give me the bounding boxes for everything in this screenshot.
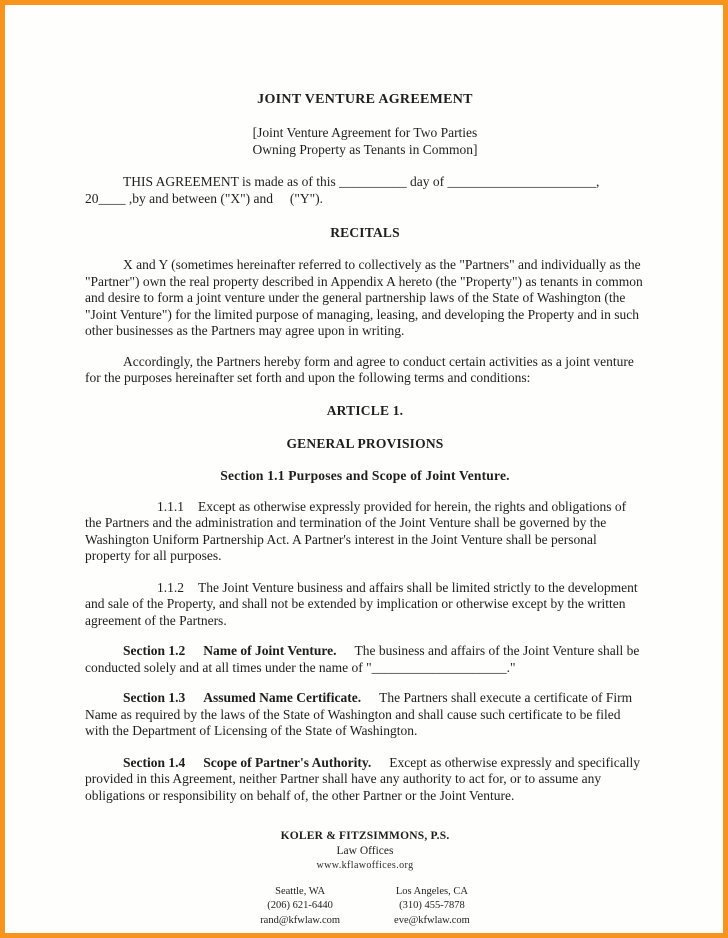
section-1-3-body: The Partners shall execute a certificate of Firm Name as required by the laws of the State of Washington and shall cause such certificate to be filed with the Department of Licensing of the State of Washington. bbox=[85, 690, 633, 738]
section-1-2-heading: Name of Joint Venture. bbox=[203, 643, 337, 658]
section-1-2-body: The business and affairs of the Joint Venture shall be conducted solely and at all times under the name of "____________________." bbox=[85, 643, 640, 675]
section-1-2-paragraph bbox=[85, 643, 645, 676]
office-los-angeles-city: Los Angeles, CA bbox=[395, 886, 468, 897]
office-seattle-phone: (206) 621-6440 bbox=[267, 900, 333, 912]
recitals-paragraph: X and Y (sometimes hereinafter referred to collectively as the "Partners" and individually as the "Partner") own the real property described in Appendix A hereto (the "Property") as tenants in common and desire to form a joint venture under the general partnership laws of the State of Washington (the "Joint Venture") for the limited purpose of managing, leasing, and developing the Property and in such other businesses as the Partners may agree upon in writing. bbox=[85, 257, 643, 338]
office-seattle bbox=[260, 885, 340, 928]
opening-paragraph bbox=[85, 174, 645, 207]
letterhead-footer bbox=[85, 829, 645, 928]
document-subtitle bbox=[85, 125, 645, 158]
office-contacts bbox=[85, 885, 645, 928]
clause-1-1-2 bbox=[85, 580, 645, 630]
firm-website: www.kflawoffices.org bbox=[316, 860, 414, 871]
section-1-4-heading: Scope of Partner's Authority. bbox=[203, 754, 372, 770]
opening-line-2: 20____ ,by and between ("X") and ("Y"). bbox=[85, 190, 323, 206]
firm-name: KOLER & FITZSIMMONS, P.S. bbox=[280, 830, 450, 842]
section-1-2-label: Section 1.2 bbox=[123, 643, 186, 658]
clause-1-1-2-number: 1.1.2 bbox=[157, 579, 184, 595]
section-1-1-heading: Section 1.1 Purposes and Scope of Joint Venture. bbox=[220, 467, 510, 483]
document-body bbox=[5, 5, 723, 928]
clause-1-1-1-number: 1.1.1 bbox=[157, 498, 184, 514]
section-1-3-paragraph bbox=[85, 690, 645, 740]
office-seattle-email: rand@kfwlaw.com bbox=[260, 914, 341, 926]
clause-1-1-1-text: Except as otherwise expressly provided for herein, the rights and obligations of the Partners and the administration and termination of the Joint Venture shall be governed by the Washington Uniform Partnership Act. A Partner's interest in the Joint Venture shall be personal property for all purposes. bbox=[85, 498, 627, 563]
office-los-angeles bbox=[394, 885, 470, 928]
subtitle-line-2: Owning Property as Tenants in Common] bbox=[252, 141, 478, 157]
subtitle-line-1: [Joint Venture Agreement for Two Parties bbox=[252, 125, 478, 140]
section-1-4-body: Except as otherwise expressly and specifically provided in this Agreement, neither Partner shall have any authority to act for, or to assume any obligations or responsibility on behalf of, the other Partner or the Joint Venture. bbox=[85, 754, 641, 803]
section-1-4-label: Section 1.4 bbox=[123, 754, 186, 770]
general-provisions-heading: GENERAL PROVISIONS bbox=[286, 435, 444, 451]
accordingly-paragraph: Accordingly, the Partners hereby form and agree to conduct certain activities as a joint venture for the purposes hereinafter set forth and upon the following terms and conditions: bbox=[85, 353, 634, 385]
section-1-3-label: Section 1.3 bbox=[123, 690, 186, 705]
office-seattle-city: Seattle, WA bbox=[275, 886, 326, 897]
recitals-heading: RECITALS bbox=[330, 225, 400, 240]
page-title: JOINT VENTURE AGREEMENT bbox=[257, 92, 473, 107]
office-los-angeles-email: eve@kfwlaw.com bbox=[394, 914, 470, 926]
opening-line-1: THIS AGREEMENT is made as of this __________ day of ______________________, bbox=[123, 174, 600, 189]
clause-1-1-2-text: The Joint Venture business and affairs shall be limited strictly to the development and sale of the Property, and shall not be extended by implication or otherwise except by the written agreement of the Partners. bbox=[85, 579, 638, 628]
clause-1-1-1 bbox=[85, 499, 645, 565]
section-1-3-heading: Assumed Name Certificate. bbox=[203, 690, 362, 705]
firm-type: Law Offices bbox=[336, 845, 394, 857]
office-los-angeles-phone: (310) 455-7878 bbox=[399, 900, 465, 912]
article-1-heading: ARTICLE 1. bbox=[326, 402, 404, 418]
section-1-4-paragraph bbox=[85, 755, 645, 805]
